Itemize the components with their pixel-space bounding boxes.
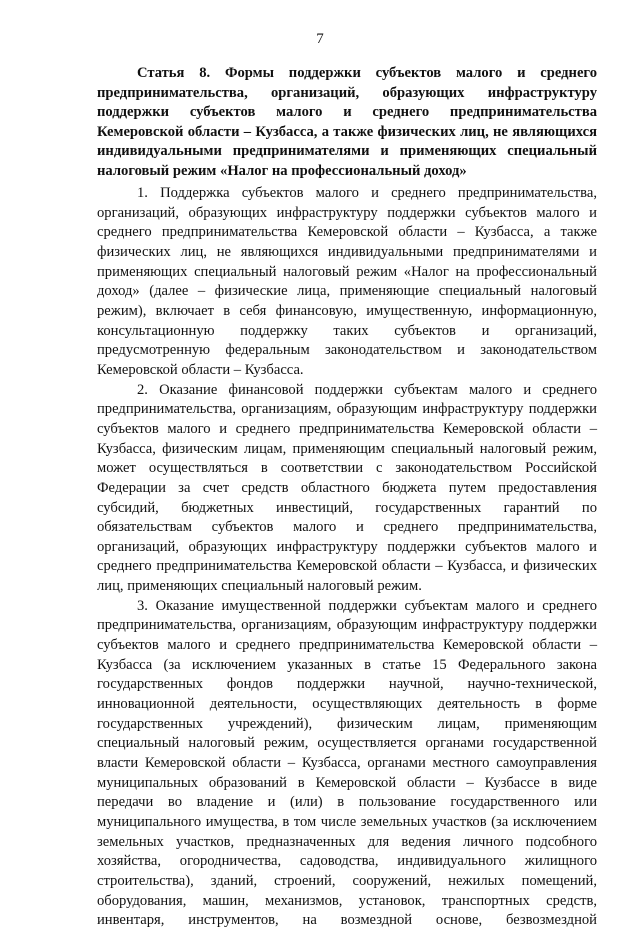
paragraph-1: 1. Поддержка субъектов малого и среднего предпринимательства, организаций, образующих инфраструктуру поддержки субъектов малого и среднего предпринимательства Кемеровской области – Кузбасса, а также физических лиц, не являющихся индивидуальными предпринимателями и применяющих специальный налоговый режим «Налог на профессиональный доход» (далее – физические лица, применяющие специальный налоговый режим), включает в себя финансовую, имущественную, информационную, консультационную поддержку таких субъектов и организаций, предусмотренную федеральным законодательством и законодательством Кемеровской области – Кузбасса.: [97, 185, 597, 378]
paragraph-2: 2. Оказание финансовой поддержки субъектам малого и среднего предпринимательства, организациям, образующим инфраструктуру поддержки субъектов малого и среднего предпринимательства Кемеровской области – Кузбасса, физическим лицам, применяющим специальный налоговый режим, может осуществляться в соответствии с законодательством Российской Федерации за счет средств областного бюджета путем предоставления субсидий, бюджетных инвестиций, государственных гарантий по обязательствам субъектов малого и среднего предпринимательства, организаций, образующих инфраструктуру поддержки субъектов малого и среднего предпринимательства Кемеровской области – Кузбасса, и физических лиц, применяющих специальный налоговый режим.: [97, 381, 597, 595]
paragraph-3: 3. Оказание имущественной поддержки субъектам малого и среднего предпринимательства, организациям, образующим инфраструктуру поддержки субъектов малого и среднего предпринимательства Кемеровской области – Кузбасса (за исключением указанных в статье 15 Федерального закона государственных фондов поддержки научной, научно-технической, инновационной деятельности, осуществляющих деятельность в форме государственных учреждений), физическим лицам, применяющим специальный налоговый режим, осуществляется органами государственной власти Кемеровской области – Кузбасса, органами местного самоуправления муниципальных образований в Кемеровской области – Кузбассе в виде передачи во владение и (или) в пользование государственного или муниципального имущества, в том числе земельных участков (за исключением земельных участков, предназначенных для ведения личного подсобного хозяйства, огородничества, садоводства, индивидуального жилищного строительства), зданий, строений, сооружений, нежилых помещений, оборудования, машин, механизмов, установок, транспортных средств, инвентаря, инструментов, на возмездной основе, безвозмездной: [97, 597, 597, 929]
article-heading: Статья 8. Формы поддержки субъектов малого и среднего предпринимательства, организаций, образующих инфраструктуру поддержки субъектов малого и среднего предпринимательства Кемеровской области – Кузбасса, а также физических лиц, не являющихся индивидуальными предпринимателями и применяющих специальный налоговый режим «Налог на профессиональный доход»: [97, 65, 597, 179]
article-body: [97, 184, 597, 931]
page-number: 7: [316, 31, 324, 47]
